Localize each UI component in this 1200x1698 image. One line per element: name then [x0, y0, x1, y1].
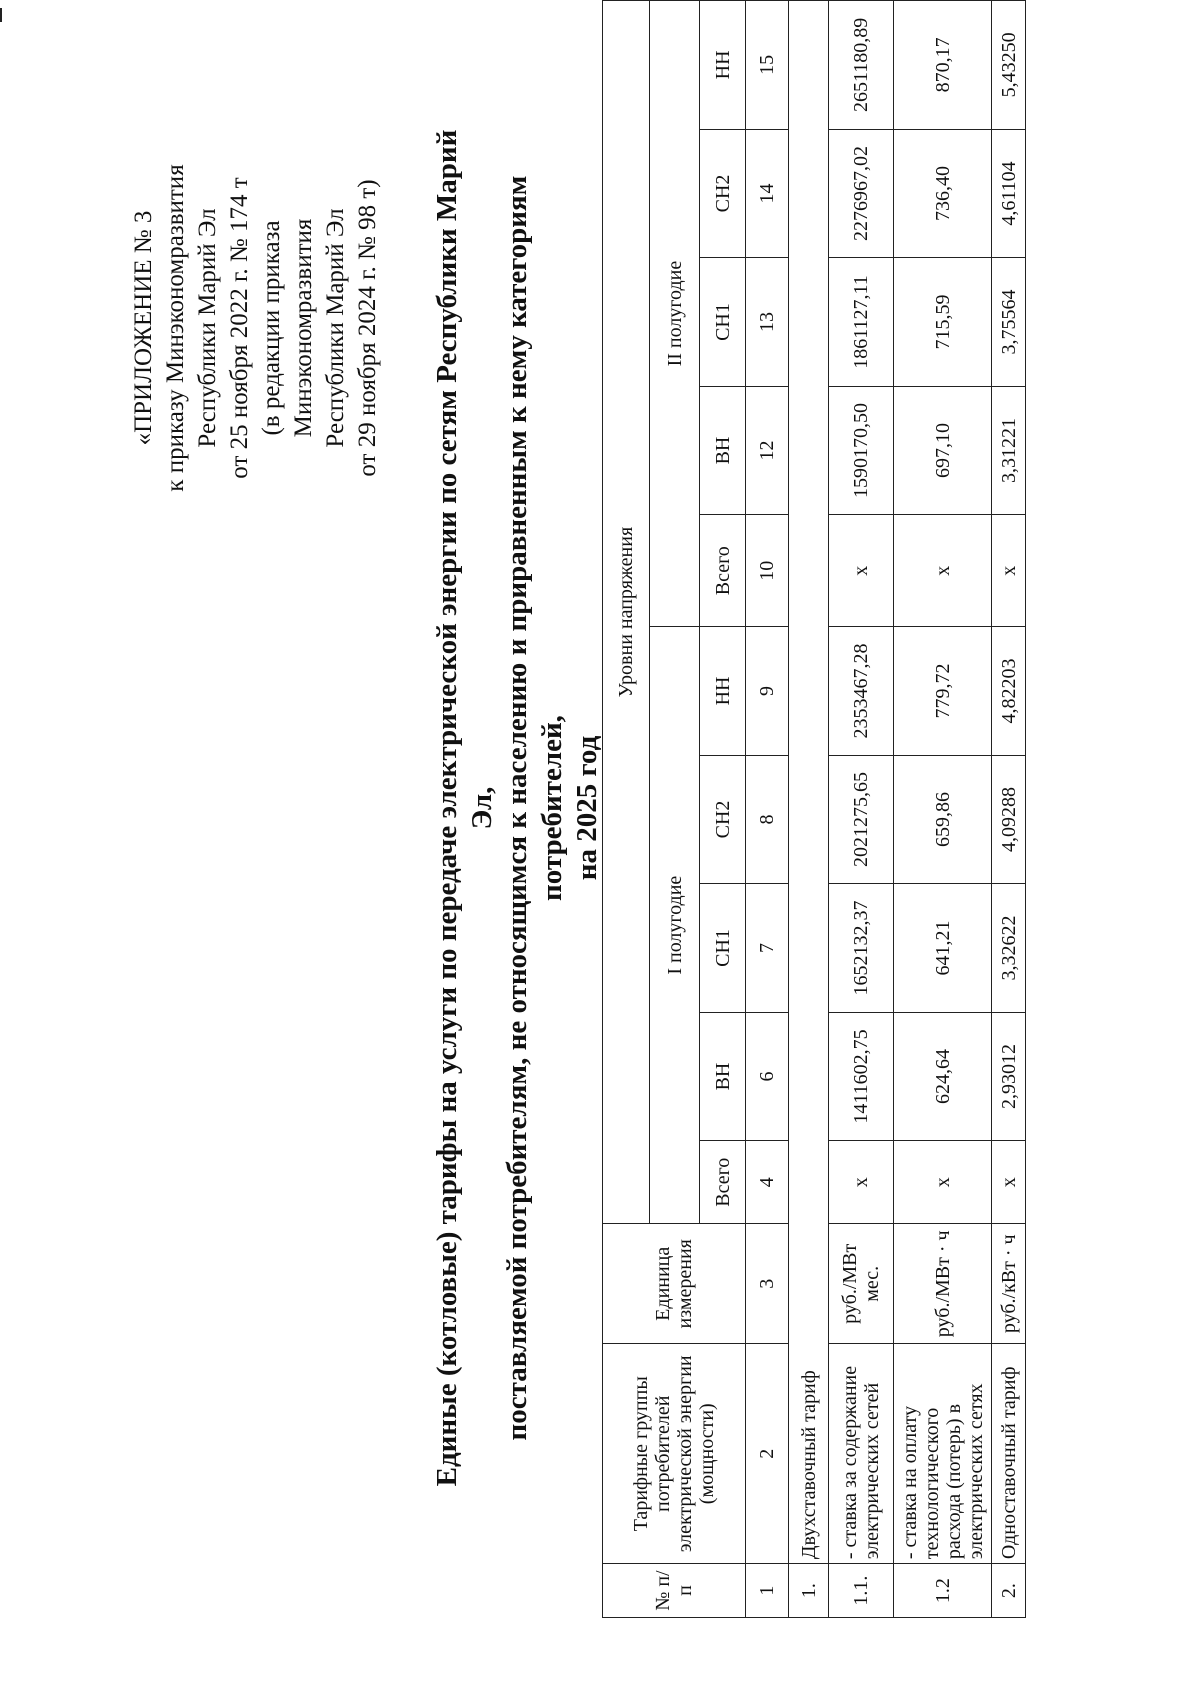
row-unit: руб./кВт · ч [992, 1224, 1026, 1344]
value-cell: 736,40 [894, 129, 992, 258]
column-number: 15 [746, 1, 789, 130]
header-line: к приказу Минэкономразвития [162, 164, 189, 492]
header-row-levels [603, 1, 650, 1618]
column-number: 8 [746, 755, 789, 884]
value-cell: 4,82203 [992, 627, 1026, 756]
column-number: 14 [746, 129, 789, 258]
value-cell: 2276967,02 [829, 129, 894, 258]
column-number: 4 [746, 1141, 789, 1224]
value-cell: 4,09288 [992, 755, 1026, 884]
value-cell: 624,64 [894, 1012, 992, 1141]
subcol-header: СН1 [700, 258, 746, 387]
col-header-half2: II полугодие [650, 1, 700, 627]
subcol-header: СН2 [700, 129, 746, 258]
subcol-header: Всего [700, 1141, 746, 1224]
subcol-header: ВН [700, 1012, 746, 1141]
appendix-header [128, 118, 384, 538]
column-number: 13 [746, 258, 789, 387]
row-label: Одноставочный тариф [992, 1344, 1026, 1564]
value-cell: 2353467,28 [829, 627, 894, 756]
column-number: 7 [746, 884, 789, 1013]
value-cell: 715,59 [894, 258, 992, 387]
value-cell: 1861127,11 [829, 258, 894, 387]
value-cell: 1411602,75 [829, 1012, 894, 1141]
col-header-group: Тарифные группы потребителей электрической энергии (мощности) [603, 1344, 746, 1564]
value-cell: х [829, 515, 894, 627]
value-cell: 1590170,50 [829, 386, 894, 515]
column-number: 2 [746, 1344, 789, 1564]
column-number: 9 [746, 627, 789, 756]
col-header-levels: Уровни напряжения [603, 1, 650, 1224]
header-line: от 25 ноября 2022 г. № 174 т [226, 177, 253, 479]
value-cell: 2021275,65 [829, 755, 894, 884]
value-cell: х [829, 1141, 894, 1224]
header-line: Республики Марий Эл [194, 208, 221, 448]
numbering-row [746, 1, 789, 1618]
table-row [894, 1, 992, 1618]
row-unit: руб./МВт мес. [829, 1224, 894, 1344]
value-cell: х [992, 1141, 1026, 1224]
column-number: 12 [746, 386, 789, 515]
document-title [430, 108, 605, 1508]
col-header-half1: I полугодие [650, 627, 700, 1224]
value-cell: 2,93012 [992, 1012, 1026, 1141]
value-cell: 3,32622 [992, 884, 1026, 1013]
row-number: 2. [992, 1564, 1026, 1618]
column-number: 10 [746, 515, 789, 627]
title-line: Единые (котловые) тарифы на услуги по передаче электрической энергии по сетям Республики Марий Эл, [431, 129, 498, 1487]
value-cell: 5,43250 [992, 1, 1026, 130]
value-cell: 659,86 [894, 755, 992, 884]
value-cell: х [992, 515, 1026, 627]
table-row [789, 1, 829, 1618]
value-cell: 1652132,37 [829, 884, 894, 1013]
subcol-header: Всего [700, 515, 746, 627]
subcol-header: НН [700, 627, 746, 756]
value-cell: 870,17 [894, 1, 992, 130]
row-label: - ставка на оплату технологического расхода (потерь) в электрических сетях [894, 1344, 992, 1564]
row-number: 1. [789, 1564, 829, 1618]
section-label: Двухставочный тариф [789, 1, 829, 1564]
header-line: от 29 ноября 2024 г. № 98 т) [354, 179, 381, 477]
value-cell: 4,61104 [992, 129, 1026, 258]
tariff-table [602, 0, 1026, 1618]
col-header-unit: Единица измерения [603, 1224, 746, 1344]
column-number: 1 [746, 1564, 789, 1618]
header-line: «ПРИЛОЖЕНИЕ № 3 [130, 210, 157, 446]
row-number: 1.2 [894, 1564, 992, 1618]
subcol-header: НН [700, 1, 746, 130]
subcol-header: СН2 [700, 755, 746, 884]
value-cell: х [894, 1141, 992, 1224]
subcol-header: СН1 [700, 884, 746, 1013]
row-label: - ставка за содержание электрических сетей [829, 1344, 894, 1564]
col-header-num: № п/п [603, 1564, 746, 1618]
value-cell: 3,75564 [992, 258, 1026, 387]
column-number: 6 [746, 1012, 789, 1141]
table-row [992, 1, 1026, 1618]
value-cell: 3,31221 [992, 386, 1026, 515]
value-cell: х [894, 515, 992, 627]
row-number: 1.1. [829, 1564, 894, 1618]
value-cell: 2651180,89 [829, 1, 894, 130]
header-line: (в редакции приказа Минэкономразвития [258, 218, 317, 438]
table-row [829, 1, 894, 1618]
title-line: поставляемой потребителям, не относящимся к населению и приравненным к нему категориям потребителей, [501, 175, 568, 1441]
value-cell: 697,10 [894, 386, 992, 515]
header-line: Республики Марий Эл [322, 208, 349, 448]
subcol-header: ВН [700, 386, 746, 515]
row-unit: руб./МВт · ч [894, 1224, 992, 1344]
column-number: 3 [746, 1224, 789, 1344]
value-cell: 641,21 [894, 884, 992, 1013]
title-line: на 2025 год [571, 735, 603, 881]
value-cell: 779,72 [894, 627, 992, 756]
